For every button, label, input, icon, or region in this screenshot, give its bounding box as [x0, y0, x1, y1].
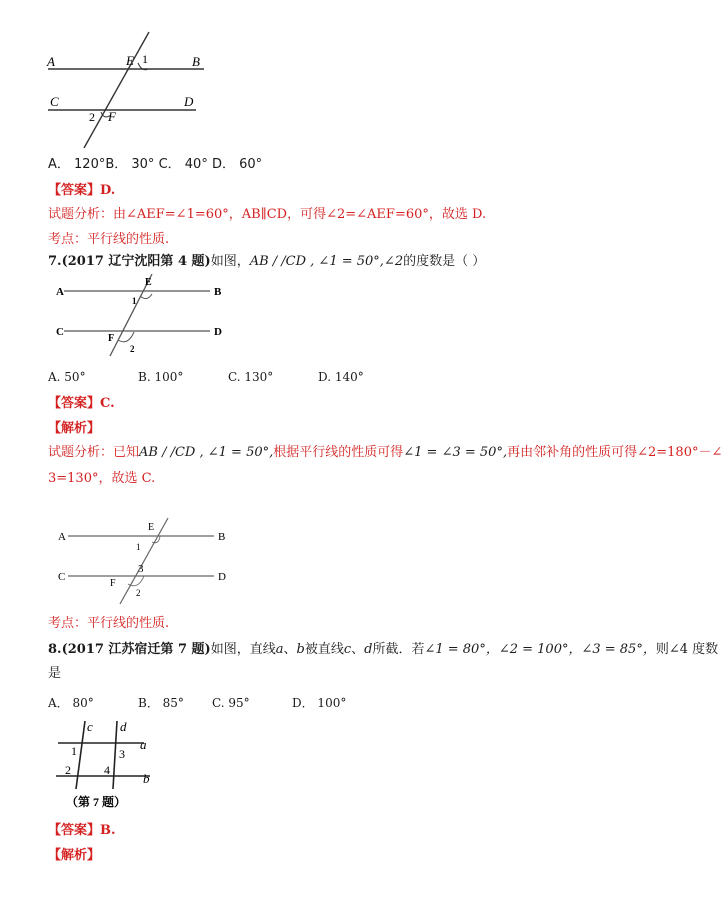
q7-source: (2017 辽宁沈阳第 4 题) [61, 254, 211, 269]
q8-stem-text-a: 如图，直线 [210, 642, 276, 657]
label-a: A [47, 54, 55, 69]
q8-stem-text-f: 则∠4 度数 [655, 642, 719, 657]
q8-stem-text-c: 被直线 [304, 642, 344, 657]
q8-number: 8. [48, 642, 62, 657]
q8-math-c: c [343, 642, 352, 657]
label-angle-1: 1 [142, 52, 148, 66]
figure-caption: （第 7 题） [66, 795, 127, 809]
label-angle-1: 1 [136, 542, 141, 552]
label-angle-4: 4 [104, 763, 110, 777]
q8-stem-text-b: 、 [283, 642, 297, 657]
q8-stem-text-d: 、 [351, 642, 365, 657]
label-f: F [108, 333, 115, 344]
q8-option-c: C. 95° [212, 696, 250, 710]
q7-option-b: B. 100° [138, 370, 184, 384]
label-e: E [148, 522, 155, 533]
label-d: d [120, 719, 127, 734]
q8-option-d: D． 100° [292, 696, 347, 710]
label-angle-3: 3 [138, 563, 144, 575]
q7-number: 7. [48, 254, 62, 269]
label-a: A [56, 286, 64, 298]
label-d: D [214, 326, 222, 338]
q7-analysis-text-1: 试题分析：已知 [48, 445, 140, 460]
q7-analysis-line-1 [48, 444, 722, 462]
label-c: c [87, 719, 93, 734]
q7-option-a: A. 50° [48, 370, 86, 384]
label-e: E [126, 53, 134, 68]
q8-answer: 【答案】B. [48, 823, 116, 838]
q8-source: (2017 江苏宿迁第 7 题) [61, 642, 211, 657]
label-angle-1: 1 [132, 296, 137, 306]
label-f: F [108, 109, 116, 124]
q8-stem-text-e: 所截．若 [372, 642, 425, 657]
label-angle-2: 2 [89, 110, 95, 124]
label-e: E [145, 277, 152, 288]
label-a: A [58, 531, 66, 543]
label-angle-2: 2 [65, 763, 71, 777]
label-c: C [50, 94, 59, 109]
label-angle-1: 1 [71, 744, 77, 758]
label-angle-3: 3 [119, 747, 125, 761]
q8-math-b: b [296, 642, 305, 657]
q8-math-angles: ∠1 = 80°，∠2 = 100°，∠3 = 85°， [424, 642, 656, 657]
label-angle-2: 2 [130, 344, 135, 354]
q8-option-b: B． 85° [138, 696, 184, 710]
q6-answer: 【答案】D. [48, 183, 116, 198]
q8-math-a: a [275, 642, 284, 657]
label-b: B [192, 54, 200, 69]
label-b: B [218, 531, 226, 543]
q7-stem-math: AB / /CD , ∠1 = 50°,∠2 [249, 254, 404, 269]
figure-parallel-lines-1 [44, 30, 216, 155]
label-d: D [218, 571, 226, 583]
q7-option-c: C. 130° [228, 370, 274, 384]
q6-kaodian: 考点：平行线的性质. [48, 232, 170, 247]
q6-analysis: 试题分析：由∠AEF=∠1=60°，AB∥CD，可得∠2=∠AEF=60°，故选 D. [48, 207, 487, 222]
q7-analysis-line-2: 3=130°，故选 C. [48, 471, 156, 486]
figure-parallel-lines-3 [52, 514, 238, 606]
q7-analysis-text-2: 根据平行线的性质可得 [273, 445, 404, 460]
q7-analysis-math-1: AB / /CD , ∠1 = 50°, [139, 445, 274, 460]
q8-jiexi: 【解析】 [48, 848, 101, 863]
q7-analysis-math-2: ∠1 = ∠3 = 50°, [403, 445, 508, 460]
q6-options: A． 120°B． 30° C． 40° D． 60° [48, 157, 263, 172]
label-a: a [140, 737, 147, 752]
q7-kaodian: 考点：平行线的性质. [48, 616, 170, 631]
label-f: F [110, 578, 116, 589]
q7-answer: 【答案】C. [48, 396, 115, 411]
q7-option-d: D. 140° [318, 370, 364, 384]
q7-stem [48, 253, 485, 271]
label-b: b [143, 771, 150, 786]
q7-analysis-text-3: 再由邻补角的性质可得∠2=180°－∠ [507, 445, 722, 460]
figure-transversals-4 [50, 716, 170, 816]
label-b: B [214, 286, 222, 298]
q8-stem [48, 641, 718, 659]
figure-parallel-lines-2 [48, 274, 234, 360]
label-c: C [58, 571, 66, 583]
q8-option-a: A． 80° [48, 696, 94, 710]
label-c: C [56, 326, 64, 338]
q7-stem-text-b: 的度数是（ ） [403, 254, 486, 269]
q8-stem-line-2: 是 [48, 666, 62, 681]
label-angle-2: 2 [136, 588, 141, 598]
label-d: D [184, 94, 194, 109]
q8-math-d: d [364, 642, 373, 657]
q7-jiexi: 【解析】 [48, 421, 101, 436]
q7-stem-text-a: 如图， [210, 254, 250, 269]
